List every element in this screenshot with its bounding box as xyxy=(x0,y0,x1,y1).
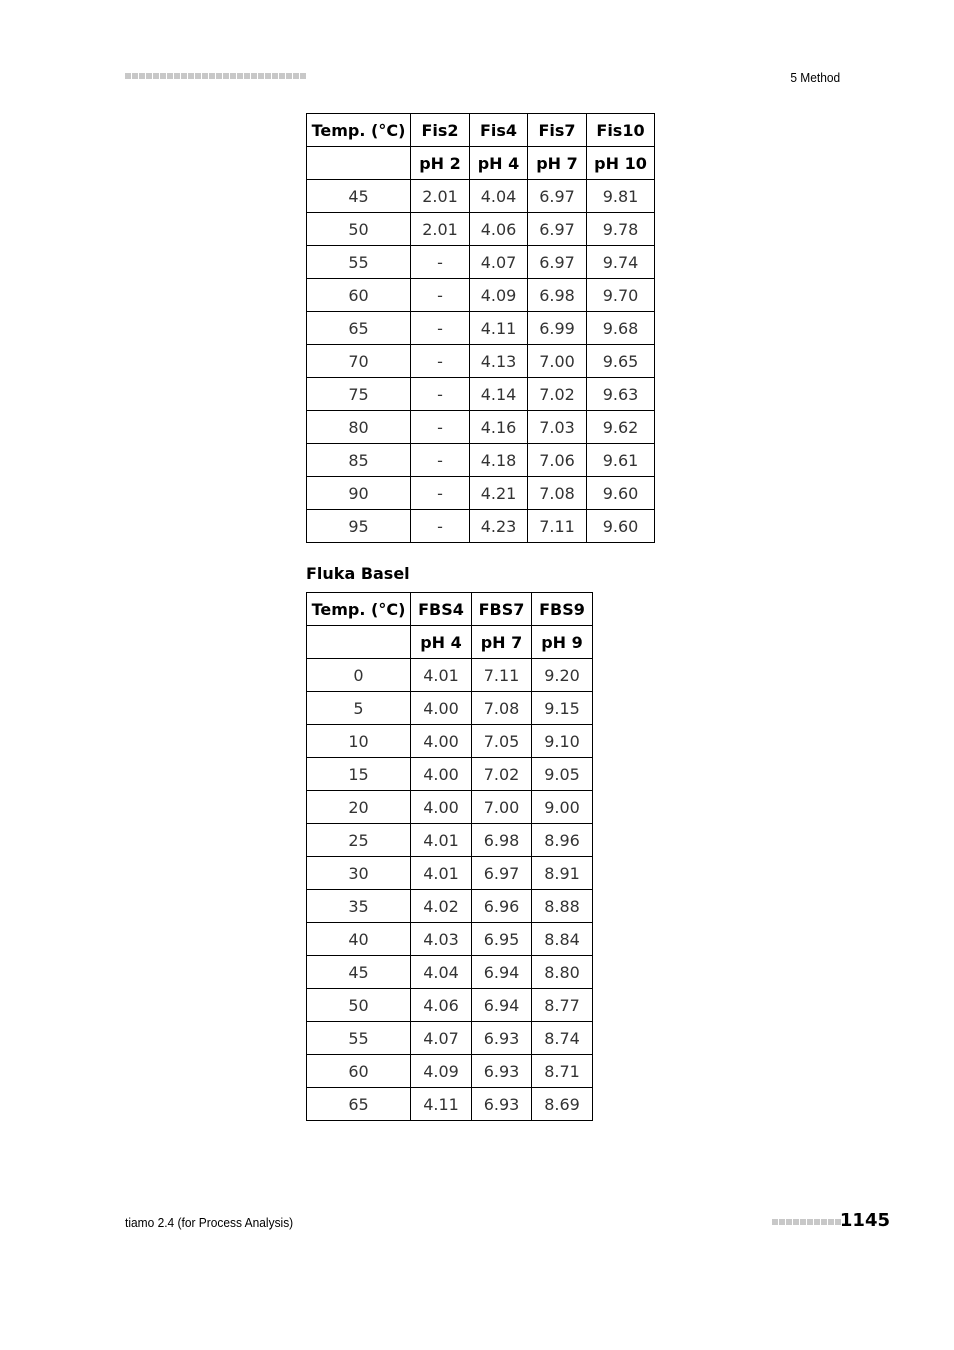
table-cell: 45 xyxy=(307,956,411,989)
table-row xyxy=(307,857,593,890)
table-row xyxy=(307,378,655,411)
table-row xyxy=(307,345,655,378)
decoration-square xyxy=(237,73,243,79)
table-cell: 8.96 xyxy=(532,824,593,857)
decoration-square xyxy=(230,73,236,79)
table-cell xyxy=(307,626,411,659)
table-cell: 70 xyxy=(307,345,411,378)
decoration-square xyxy=(279,73,285,79)
table-row xyxy=(307,989,593,1022)
table-cell: 30 xyxy=(307,857,411,890)
decoration-square xyxy=(272,73,278,79)
decoration-square xyxy=(202,73,208,79)
table-cell: 15 xyxy=(307,758,411,791)
table-cell xyxy=(307,147,411,180)
table-cell: 8.71 xyxy=(532,1055,593,1088)
table-ph-row xyxy=(307,626,593,659)
table-row xyxy=(307,824,593,857)
table-cell: pH 9 xyxy=(532,626,593,659)
decoration-square xyxy=(195,73,201,79)
table-row xyxy=(307,279,655,312)
table-cell: 8.84 xyxy=(532,923,593,956)
decoration-square xyxy=(800,1219,806,1225)
table-cell: pH 7 xyxy=(528,147,587,180)
table-cell: 6.97 xyxy=(472,857,532,890)
table-row xyxy=(307,923,593,956)
decoration-square xyxy=(772,1219,778,1225)
table-row xyxy=(307,956,593,989)
table-cell: 4.21 xyxy=(470,477,528,510)
table-cell: 6.99 xyxy=(528,312,587,345)
table-cell: 9.60 xyxy=(587,477,655,510)
fluka-buffer-table xyxy=(306,592,593,1121)
decoration-square xyxy=(167,73,173,79)
table-cell: 4.03 xyxy=(411,923,472,956)
table-cell: 4.16 xyxy=(470,411,528,444)
table-cell: 6.93 xyxy=(472,1088,532,1121)
table-cell: 7.03 xyxy=(528,411,587,444)
table-row xyxy=(307,659,593,692)
table-cell: 7.06 xyxy=(528,444,587,477)
table-cell: FBS4 xyxy=(411,593,472,626)
table-cell: 4.07 xyxy=(470,246,528,279)
table-cell: 4.13 xyxy=(470,345,528,378)
decoration-square xyxy=(125,73,131,79)
table-cell: 2.01 xyxy=(411,213,470,246)
table-cell: FBS9 xyxy=(532,593,593,626)
table-cell: 7.02 xyxy=(528,378,587,411)
table-cell: 4.07 xyxy=(411,1022,472,1055)
table-row xyxy=(307,1055,593,1088)
table-cell: 4.11 xyxy=(470,312,528,345)
table-cell: - xyxy=(411,510,470,543)
decoration-square xyxy=(814,1219,820,1225)
table-cell: Fis10 xyxy=(587,114,655,147)
table-cell: 80 xyxy=(307,411,411,444)
decoration-square xyxy=(793,1219,799,1225)
table-cell: 7.11 xyxy=(528,510,587,543)
table-cell: 6.97 xyxy=(528,213,587,246)
table-cell: 4.01 xyxy=(411,659,472,692)
table-cell: - xyxy=(411,444,470,477)
table-cell: 7.08 xyxy=(528,477,587,510)
table-cell: 9.62 xyxy=(587,411,655,444)
table-row xyxy=(307,725,593,758)
table-cell: 6.96 xyxy=(472,890,532,923)
decoration-square xyxy=(786,1219,792,1225)
decoration-square xyxy=(807,1219,813,1225)
table-row xyxy=(307,312,655,345)
table-cell: 6.93 xyxy=(472,1022,532,1055)
decoration-square xyxy=(286,73,292,79)
table-cell: 9.15 xyxy=(532,692,593,725)
table-cell: - xyxy=(411,312,470,345)
table-cell: 6.95 xyxy=(472,923,532,956)
table-cell: 6.98 xyxy=(472,824,532,857)
header-decoration xyxy=(125,73,306,79)
table-cell: Temp. (°C) xyxy=(307,114,411,147)
table-cell: 10 xyxy=(307,725,411,758)
section-title-fluka-basel: Fluka Basel xyxy=(306,564,410,583)
footer-decoration xyxy=(772,1219,841,1225)
table-row xyxy=(307,411,655,444)
table-row xyxy=(307,791,593,824)
table-ph-row xyxy=(307,147,655,180)
table-row xyxy=(307,890,593,923)
table-row xyxy=(307,180,655,213)
table-cell: 8.91 xyxy=(532,857,593,890)
table-cell: 8.88 xyxy=(532,890,593,923)
table-cell: 0 xyxy=(307,659,411,692)
table-cell: 9.05 xyxy=(532,758,593,791)
decoration-square xyxy=(293,73,299,79)
table-row xyxy=(307,1088,593,1121)
decoration-square xyxy=(132,73,138,79)
fisher-buffer-table xyxy=(306,113,655,543)
table-cell: 4.04 xyxy=(470,180,528,213)
decoration-square xyxy=(265,73,271,79)
table-row xyxy=(307,692,593,725)
table-cell: 4.01 xyxy=(411,857,472,890)
table-cell: 9.61 xyxy=(587,444,655,477)
decoration-square xyxy=(251,73,257,79)
decoration-square xyxy=(216,73,222,79)
table-cell: 6.97 xyxy=(528,180,587,213)
table-row xyxy=(307,444,655,477)
table-cell: 9.81 xyxy=(587,180,655,213)
table-cell: 8.69 xyxy=(532,1088,593,1121)
table-cell: 4.06 xyxy=(470,213,528,246)
table-cell: 55 xyxy=(307,246,411,279)
table-cell: 6.97 xyxy=(528,246,587,279)
table-row xyxy=(307,246,655,279)
decoration-square xyxy=(181,73,187,79)
table-cell: 9.60 xyxy=(587,510,655,543)
table-cell: 40 xyxy=(307,923,411,956)
table-cell: 4.09 xyxy=(470,279,528,312)
table-cell: 7.00 xyxy=(472,791,532,824)
table-cell: 20 xyxy=(307,791,411,824)
table-cell: 7.02 xyxy=(472,758,532,791)
table-cell: 8.77 xyxy=(532,989,593,1022)
decoration-square xyxy=(160,73,166,79)
table-cell: 60 xyxy=(307,279,411,312)
table-cell: 9.63 xyxy=(587,378,655,411)
table-cell: 4.23 xyxy=(470,510,528,543)
table-cell: pH 7 xyxy=(472,626,532,659)
table-cell: 50 xyxy=(307,989,411,1022)
decoration-square xyxy=(821,1219,827,1225)
table-cell: 4.11 xyxy=(411,1088,472,1121)
table-cell: 9.10 xyxy=(532,725,593,758)
table-cell: Fis7 xyxy=(528,114,587,147)
table-cell: - xyxy=(411,411,470,444)
table-cell: FBS7 xyxy=(472,593,532,626)
decoration-square xyxy=(153,73,159,79)
table-cell: 4.14 xyxy=(470,378,528,411)
table-cell: 50 xyxy=(307,213,411,246)
table-cell: 7.08 xyxy=(472,692,532,725)
decoration-square xyxy=(146,73,152,79)
decoration-square xyxy=(188,73,194,79)
table-cell: 25 xyxy=(307,824,411,857)
table-cell: 4.18 xyxy=(470,444,528,477)
table-cell: Fis2 xyxy=(411,114,470,147)
table-cell: pH 4 xyxy=(470,147,528,180)
table-cell: 9.74 xyxy=(587,246,655,279)
decoration-square xyxy=(300,73,306,79)
table-cell: 45 xyxy=(307,180,411,213)
table-cell: 6.98 xyxy=(528,279,587,312)
table-cell: 65 xyxy=(307,1088,411,1121)
table-cell: 85 xyxy=(307,444,411,477)
table-cell: 8.80 xyxy=(532,956,593,989)
table-cell: 7.05 xyxy=(472,725,532,758)
table-header-row xyxy=(307,114,655,147)
table-cell: Fis4 xyxy=(470,114,528,147)
table-cell: 95 xyxy=(307,510,411,543)
table-cell: 5 xyxy=(307,692,411,725)
table-header-row xyxy=(307,593,593,626)
table-cell: Temp. (°C) xyxy=(307,593,411,626)
decoration-square xyxy=(209,73,215,79)
table-cell: 4.06 xyxy=(411,989,472,1022)
chapter-title: 5 Method xyxy=(790,70,840,85)
table-cell: 9.20 xyxy=(532,659,593,692)
table-cell: 60 xyxy=(307,1055,411,1088)
table-cell: 8.74 xyxy=(532,1022,593,1055)
decoration-square xyxy=(223,73,229,79)
table-cell: 55 xyxy=(307,1022,411,1055)
table-cell: 9.70 xyxy=(587,279,655,312)
table-cell: 2.01 xyxy=(411,180,470,213)
table-cell: 4.00 xyxy=(411,758,472,791)
table-cell: 4.01 xyxy=(411,824,472,857)
decoration-square xyxy=(174,73,180,79)
table-cell: pH 10 xyxy=(587,147,655,180)
table-cell: - xyxy=(411,246,470,279)
table-cell: pH 4 xyxy=(411,626,472,659)
decoration-square xyxy=(828,1219,834,1225)
table-row xyxy=(307,1022,593,1055)
table-row xyxy=(307,477,655,510)
table-cell: 9.65 xyxy=(587,345,655,378)
table-cell: pH 2 xyxy=(411,147,470,180)
table-cell: - xyxy=(411,378,470,411)
table-cell: 4.04 xyxy=(411,956,472,989)
table-cell: 4.00 xyxy=(411,725,472,758)
table-cell: 65 xyxy=(307,312,411,345)
footer-product-name: tiamo 2.4 (for Process Analysis) xyxy=(125,1215,294,1230)
decoration-square xyxy=(244,73,250,79)
decoration-square xyxy=(258,73,264,79)
table-cell: 7.11 xyxy=(472,659,532,692)
table-cell: - xyxy=(411,345,470,378)
table-cell: 4.09 xyxy=(411,1055,472,1088)
page-number: 1145 xyxy=(839,1210,890,1231)
table-cell: 6.94 xyxy=(472,989,532,1022)
decoration-square xyxy=(779,1219,785,1225)
table-cell: 4.00 xyxy=(411,791,472,824)
table-cell: 4.02 xyxy=(411,890,472,923)
table-cell: 90 xyxy=(307,477,411,510)
decoration-square xyxy=(139,73,145,79)
table-row xyxy=(307,758,593,791)
table-cell: 9.00 xyxy=(532,791,593,824)
table-row xyxy=(307,510,655,543)
table-cell: 75 xyxy=(307,378,411,411)
table-cell: 4.00 xyxy=(411,692,472,725)
table-cell: 6.94 xyxy=(472,956,532,989)
table-cell: 35 xyxy=(307,890,411,923)
table-cell: 6.93 xyxy=(472,1055,532,1088)
table-cell: 9.78 xyxy=(587,213,655,246)
table-cell: 9.68 xyxy=(587,312,655,345)
table-row xyxy=(307,213,655,246)
table-cell: - xyxy=(411,477,470,510)
table-cell: - xyxy=(411,279,470,312)
table-cell: 7.00 xyxy=(528,345,587,378)
